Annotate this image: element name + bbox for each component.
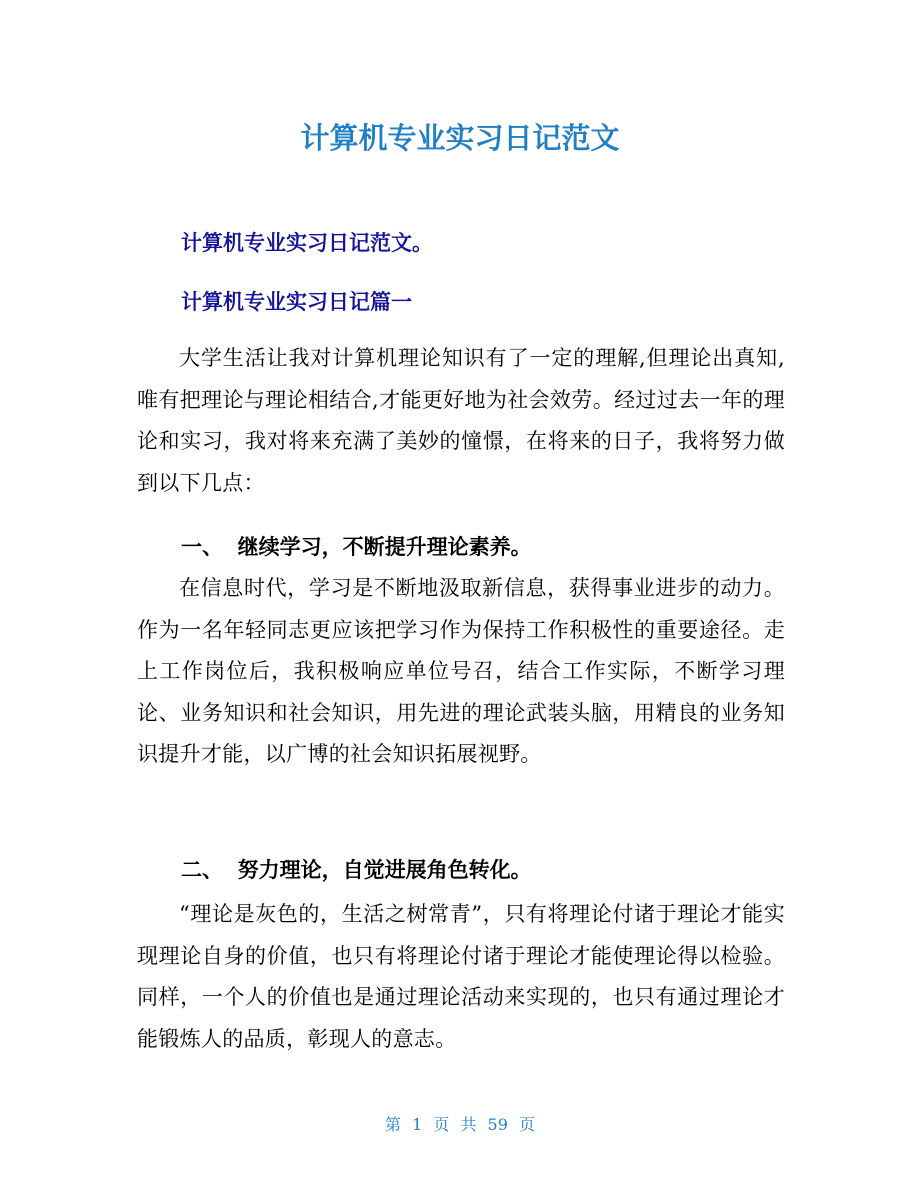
intro-paragraph: 大学生活让我对计算机理论知识有了一定的理解,但理论出真知,唯有把理论与理论相结合,才能更好地为社会效劳。经过过去一年的理论和实习，我对将来充满了美妙的憧憬，在将来的日子，我将努力做到以下几点： (137, 346, 785, 495)
point-two-heading: 二、 努力理论，自觉进展角色转化。 (181, 857, 532, 882)
section-title: 计算机专业实习日记篇一 (181, 290, 412, 314)
document-subtitle: 计算机专业实习日记范文。 (181, 231, 433, 255)
point-two-paragraph: “理论是灰色的，生活之树常青”，只有将理论付诸于理论才能实现理论自身的价值，也只有将理论付诸于理论才能使理论得以检验。同样，一个人的价值也是通过理论活动来实现的，也只有通过理论才能锻炼人的品质，彰现人的意志。 (137, 902, 785, 1051)
page-number-footer: 第 1 页 共 59 页 (385, 1115, 535, 1134)
point-one-heading: 一、 继续学习，不断提升理论素养。 (181, 534, 532, 559)
point-one-paragraph: 在信息时代，学习是不断地汲取新信息，获得事业进步的动力。作为一名年轻同志更应该把学习作为保持工作积极性的重要途径。走上工作岗位后，我积极响应单位号召，结合工作实际，不断学习理论、业务知识和社会知识，用先进的理论武装头脑，用精良的业务知识提升才能，以广博的社会知识拓展视野。 (137, 576, 785, 766)
document-title: 计算机专业实习日记范文 (300, 121, 620, 155)
